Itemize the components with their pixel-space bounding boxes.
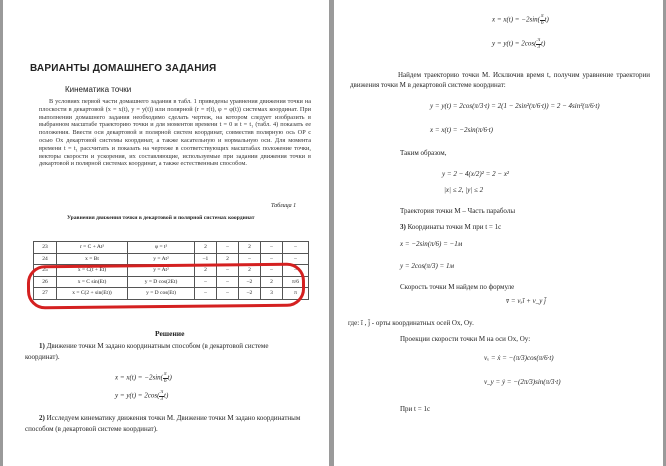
eq-x-left-tail: t) <box>167 373 172 382</box>
red-highlight-oval <box>27 263 305 310</box>
eq-x-right-den: 6 <box>541 19 544 26</box>
table-cell: x = C(t + Et) <box>57 265 128 277</box>
table-cell: y = At² <box>128 265 195 277</box>
step-1-number: 1) <box>39 342 45 350</box>
step-3-text: Координаты точки М при t = 1c <box>405 223 502 231</box>
eq-y-left-den: 3 <box>160 395 164 402</box>
table-number: Таблица 1 <box>271 203 297 209</box>
table-cell: – <box>283 253 309 265</box>
coordinate-y: y = 2cos(π/3) = 1м <box>400 262 454 270</box>
table-cell: 25 <box>34 265 57 277</box>
table-cell: 2 <box>239 265 261 277</box>
eq-y-right-tail: t) <box>541 39 546 48</box>
table-cell: x = Bt <box>57 253 128 265</box>
eq-x-right-tail: t) <box>544 15 549 24</box>
step-2-number: 2) <box>39 414 45 422</box>
table-cell: 26 <box>34 276 57 288</box>
table-cell: – <box>261 265 283 277</box>
step-1-text: Движение точки М задано координатным способом (в декартовой системе координат). <box>25 342 269 361</box>
result-bounds: |x| ≤ 2, |y| ≤ 2 <box>444 186 484 194</box>
table-cell: –2 <box>239 276 261 288</box>
step-3-number: 3) <box>400 223 406 231</box>
equation-x-left <box>115 372 172 384</box>
table-cell: π/6 <box>283 276 309 288</box>
table-cell: φ = t² <box>128 242 195 254</box>
eq-y-right-den: 3 <box>537 43 541 50</box>
table-cell: –1 <box>195 253 217 265</box>
eq-y-right-num: π <box>537 37 541 43</box>
intro-paragraph <box>39 98 311 168</box>
eq-x-left-head: x = x(t) = −2sin( <box>115 373 163 382</box>
table-cell: 2 <box>217 253 239 265</box>
eq-x-left-num: π <box>164 371 167 377</box>
table-cell: – <box>195 276 217 288</box>
equation-y-right <box>492 38 545 50</box>
eq-y-left-tail: t) <box>164 391 169 400</box>
table-cell: – <box>261 242 283 254</box>
eq-y-right-head: y = y(t) = 2cos( <box>492 39 537 48</box>
table-cell: – <box>261 253 283 265</box>
table-cell: x = C sin(Et) <box>57 276 128 288</box>
table-cell: –2 <box>239 288 261 300</box>
coordinate-x: x = −2sin(π/6) = −1м <box>400 240 463 248</box>
table-row <box>34 242 309 254</box>
equation-x-right <box>492 14 549 26</box>
table-cell: y = D cos(Et) <box>128 288 195 300</box>
eq-x-left-den: 6 <box>164 377 167 384</box>
table-cell: y = D cos(2Et) <box>128 276 195 288</box>
step-2-text: Исследуем кинематику движения точки М. Движение точки М задано координатным способом (в декартовой системе координат). <box>25 414 301 433</box>
thus-text: Таким образом, <box>400 149 447 157</box>
table-cell: – <box>283 242 309 254</box>
solution-step-3 <box>400 222 663 232</box>
trajectory-equation-y: y = y(t) = 2cos(π/3·t) = 2(1 − 2sin²(π/6·t)) = 2 − 4sin²(π/6·t) <box>430 102 600 110</box>
trajectory-equation-x: x = x(t) = −2sin(π/6·t) <box>430 126 493 134</box>
solution-step-2 <box>25 413 303 434</box>
table-cell: 2 <box>195 242 217 254</box>
table-cell: x = C(2 + sin(Et)) <box>57 288 128 300</box>
speed-intro: Скорость точки М найдем по формуле <box>400 283 515 291</box>
table-cell: 3 <box>261 288 283 300</box>
table-cell: – <box>217 288 239 300</box>
table-cell: π <box>283 288 309 300</box>
trajectory-intro: Найдем траекторию точки М. Исключив время t, получим уравнение траектории движения точки М в декартовой системе координат: <box>350 71 650 89</box>
table-cell: – <box>283 265 309 277</box>
table-cell: 27 <box>34 288 57 300</box>
eq-x-right-head: x = x(t) = −2sin( <box>492 15 540 24</box>
table-cell: 24 <box>34 253 57 265</box>
page-heading: ВАРИАНТЫ ДОМАШНЕГО ЗАДАНИЯ <box>30 63 217 74</box>
speed-formula: v̄ = vₓī + v_y j̄ <box>506 297 547 305</box>
table-cell: 2 <box>195 265 217 277</box>
intro-text: В условиях первой части домашнего задания в табл. 1 приведены уравнения движения точки на плоскости в декартовой (x = x(t), y = y(t)) или полярной (r = r(t), φ = φ(t)) системах координат. При выполнении домашнего задания необходимо сделать чертеж, на котором следует изобразить в выбранном масштабе траекторию точки и для моментов времени t = 0 и t = t₁ (табл. 4) показать ее положения. Ввести оси декартовой и полярной систем координат, совместив полярную ось OP с осью Ox декартовой системы координат, а также касательную и нормальную оси. Для момента времени t = t₁ рассчитать и показать на чертеже в соответствующих масштабах положение точки, векторы скорости и ускорения, их составляющие, используемые при задании движения точки в декартовой и полярной системах координат, а также естественным способом. <box>39 98 311 168</box>
solution-step-1 <box>25 341 303 362</box>
unit-vectors-text: где: ī , j̄ - орты координатных осей Ox, Oy. <box>348 319 474 327</box>
table-cell: – <box>217 242 239 254</box>
at-time-text: При t = 1c <box>400 405 431 413</box>
table-cell: 2 <box>261 276 283 288</box>
table-caption: Уравнения движения точки в декартовой и полярной системах координат <box>67 215 255 221</box>
table-cell: 23 <box>34 242 57 254</box>
table-cell: – <box>239 253 261 265</box>
eq-x-right-num: π <box>541 13 544 19</box>
table-cell: – <box>195 288 217 300</box>
table-cell: y = At² <box>128 253 195 265</box>
table-cell: 2 <box>239 242 261 254</box>
trajectory-conclusion: Траектория точки М – Часть параболы <box>400 207 516 215</box>
eq-y-left-num: π <box>160 389 164 395</box>
velocity-x: vₓ = ẋ = −(π/3)cos(π/6·t) <box>484 354 554 362</box>
table-cell: r = C + At² <box>57 242 128 254</box>
eq-y-left-head: y = y(t) = 2cos( <box>115 391 160 400</box>
solution-heading: Решение <box>155 329 185 338</box>
result-equation: y = 2 − 4(x/2)² = 2 − x² <box>442 170 510 178</box>
table-cell: – <box>217 276 239 288</box>
right-page <box>334 0 663 466</box>
table-cell: – <box>217 265 239 277</box>
left-page <box>3 0 329 466</box>
projections-intro: Проекции скорости точки М на оси Ox, Oy: <box>400 335 531 343</box>
equation-y-left <box>115 390 168 402</box>
velocity-y: v_y = ẏ = −(2π/3)sin(π/3·t) <box>484 378 561 386</box>
section-heading: Кинематика точки <box>65 85 132 94</box>
